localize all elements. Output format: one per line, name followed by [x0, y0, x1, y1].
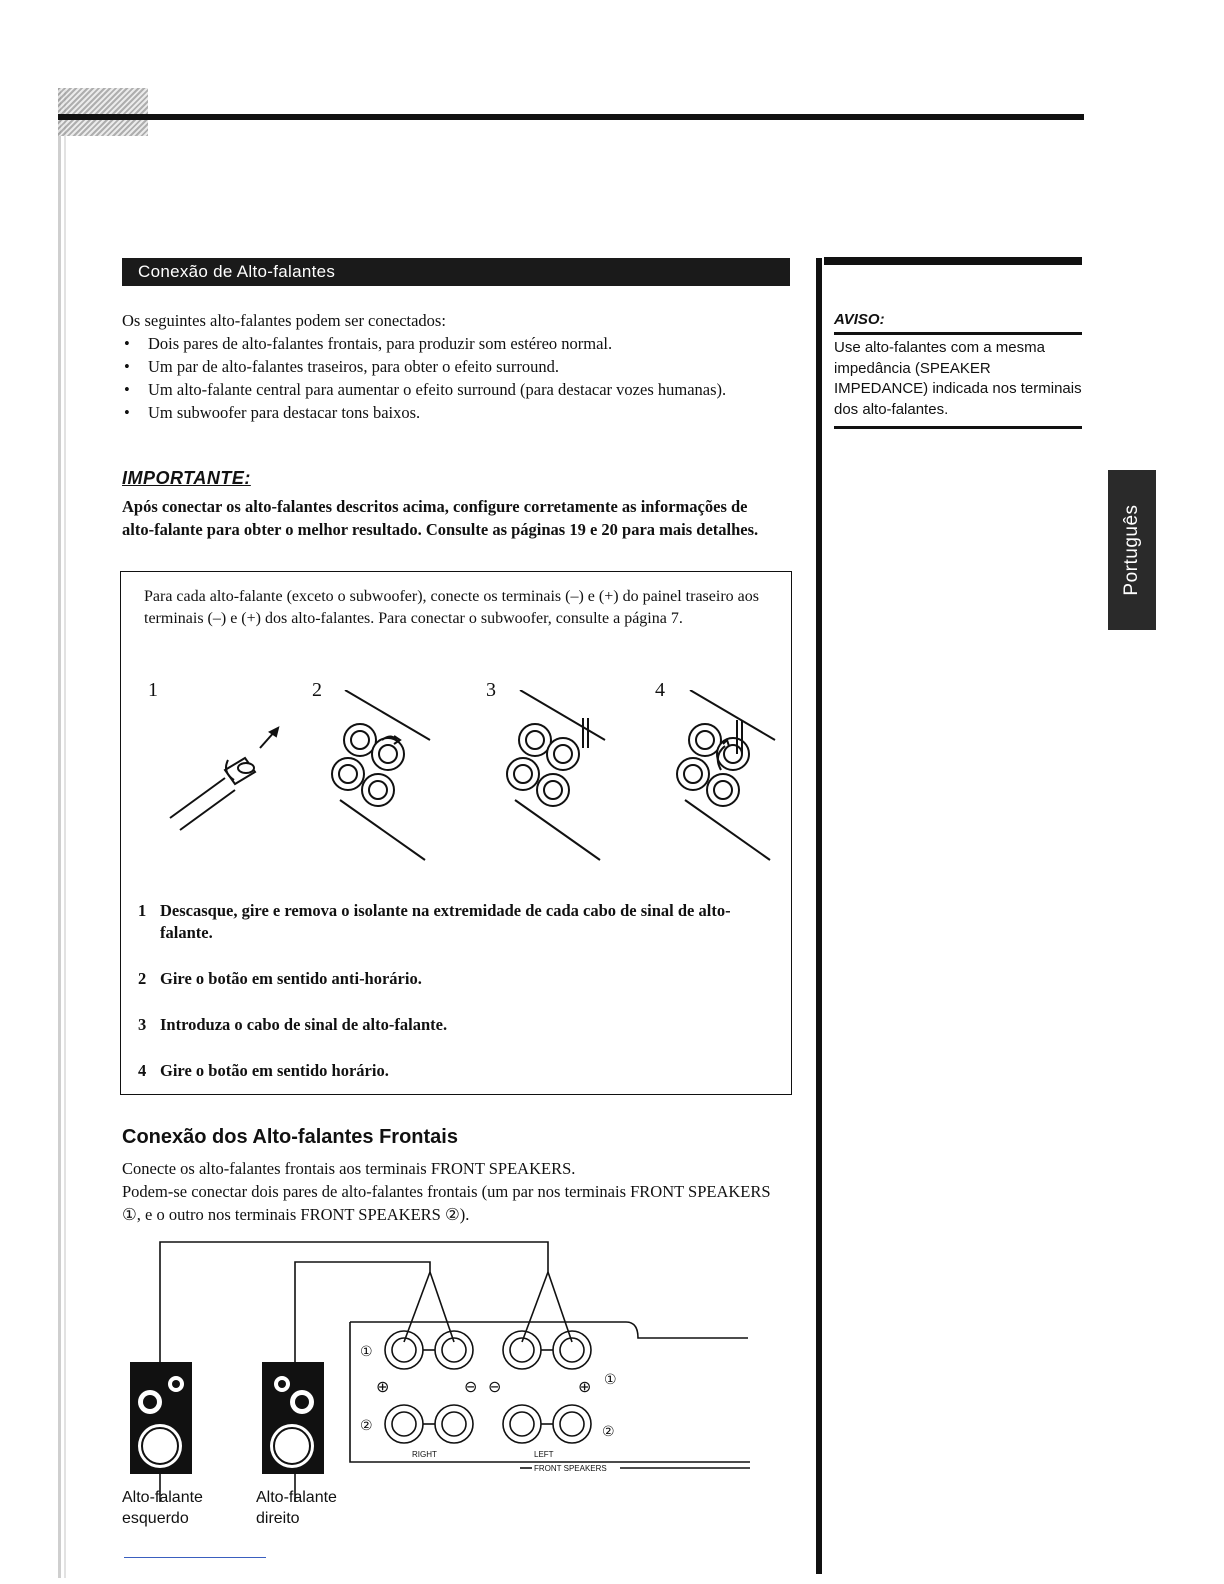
- aviso-text: Use alto-falantes com a mesma impedância (SPEAKER IMPEDANCE) indicada nos terminais dos alto-falantes.: [834, 339, 1082, 418]
- label-front-speakers: FRONT SPEAKERS: [534, 1464, 607, 1473]
- top-rule: [58, 114, 1084, 120]
- speaker-types-list: [122, 332, 802, 424]
- list-item: • Um alto-falante central para aumentar o efeito surround (para destacar vozes humanas).: [122, 378, 802, 401]
- list-item: • Dois pares de alto-falantes frontais, para produzir som estéreo normal.: [122, 332, 802, 355]
- column-divider: [816, 258, 822, 1574]
- right-speaker: [262, 1362, 324, 1474]
- bottom-rule: [124, 1557, 266, 1558]
- step-item: [138, 1060, 772, 1082]
- terminal-block-figure-2: [332, 690, 430, 860]
- intro-block: [122, 309, 802, 424]
- important-heading: IMPORTANTE:: [122, 468, 251, 488]
- minus-symbol: ⊖: [464, 1379, 478, 1396]
- front-speakers-wiring-diagram: [120, 1232, 770, 1502]
- list-item: • Um par de alto-falantes traseiros, para obter o efeito surround.: [122, 355, 802, 378]
- step-number: 4: [138, 1061, 147, 1080]
- minus-symbol: ⊖: [488, 1379, 502, 1396]
- right-speaker-label: [256, 1487, 337, 1529]
- left-speaker-label-line1: Alto-falante: [122, 1489, 203, 1506]
- plus-symbol: ⊕: [578, 1379, 592, 1396]
- terminal-panel: [350, 1322, 750, 1468]
- figure-number-3: 3: [486, 679, 496, 701]
- important-text: Após conectar os alto-falantes descritos acima, configure corretamente as informações de alto-falante para obter o melhor resultado. Consulte as páginas 19 e 20 para mais detalhes.: [122, 497, 759, 539]
- aviso-title: AVISO:: [834, 311, 885, 328]
- step-number: 1: [138, 901, 147, 920]
- aviso-top-rule: [824, 257, 1082, 265]
- step-text: Gire o botão em sentido horário.: [160, 1061, 389, 1080]
- terminal-block-figure-3: [507, 690, 605, 860]
- panel-marker-1-right: ①: [604, 1371, 617, 1387]
- step-text: Descasque, gire e remova o isolante na extremidade de cada cabo de sinal de alto-falante.: [160, 901, 731, 942]
- wires: [160, 1242, 572, 1502]
- step-item: [138, 968, 772, 990]
- right-speaker-label-line2: direito: [256, 1510, 300, 1527]
- step-item: [138, 1014, 772, 1036]
- left-speaker-label-line2: esquerdo: [122, 1510, 189, 1527]
- label-left: LEFT: [534, 1450, 554, 1459]
- front-line-2: Podem-se conectar dois pares de alto-falantes frontais (um par nos terminais FRONT SPEAKERS ①, e o outro nos terminais FRONT SPEAKERS ②).: [122, 1182, 771, 1224]
- aviso-rule: [834, 332, 1082, 335]
- front-speakers-heading: Conexão dos Alto-falantes Frontais: [122, 1126, 458, 1148]
- figure-number-4: 4: [655, 679, 665, 701]
- scan-corner-artifact: [58, 88, 148, 136]
- front-line-1: Conecte os alto-falantes frontais aos terminais FRONT SPEAKERS.: [122, 1159, 576, 1178]
- panel-marker-2-right: ②: [602, 1423, 615, 1439]
- stripped-wire-figure: [170, 728, 278, 830]
- left-speaker-label: [122, 1487, 203, 1529]
- plus-symbol: ⊕: [376, 1379, 390, 1396]
- step-text: Introduza o cabo de sinal de alto-falante.: [160, 1015, 448, 1034]
- step-number: 2: [138, 969, 147, 988]
- terminal-block-figure-4: [677, 690, 775, 860]
- label-right: RIGHT: [412, 1450, 437, 1459]
- language-tab: [1108, 470, 1156, 630]
- step-number: 3: [138, 1015, 147, 1034]
- terminal-row-2: [385, 1405, 591, 1443]
- instruction-text: Para cada alto-falante (exceto o subwoofer), conecte os terminais (–) e (+) do painel traseiro aos terminais (–) e (+) dos alto-falantes. Para conectar o subwoofer, consulte a página 7.: [144, 588, 759, 627]
- figure-number-1: 1: [148, 679, 158, 701]
- left-speaker: [130, 1362, 192, 1474]
- figure-number-2: 2: [312, 679, 322, 701]
- terminal-row-1: [385, 1331, 591, 1369]
- terminal-steps-illustration: [140, 690, 780, 870]
- front-speakers-text: [122, 1157, 782, 1226]
- list-item: • Um subwoofer para destacar tons baixos.: [122, 401, 802, 424]
- language-tab-label: Português: [1121, 504, 1142, 596]
- step-item: [138, 900, 772, 944]
- page-left-edge: [58, 88, 70, 1578]
- step-text: Gire o botão em sentido anti-horário.: [160, 969, 422, 988]
- right-speaker-label-line1: Alto-falante: [256, 1489, 337, 1506]
- intro-sentence: Os seguintes alto-falantes podem ser conectados:: [122, 311, 446, 330]
- aviso-rule: [834, 426, 1082, 429]
- panel-marker-1-left: ①: [360, 1343, 373, 1359]
- panel-marker-2-left: ②: [360, 1417, 373, 1433]
- section-title: Conexão de Alto-falantes: [122, 258, 790, 286]
